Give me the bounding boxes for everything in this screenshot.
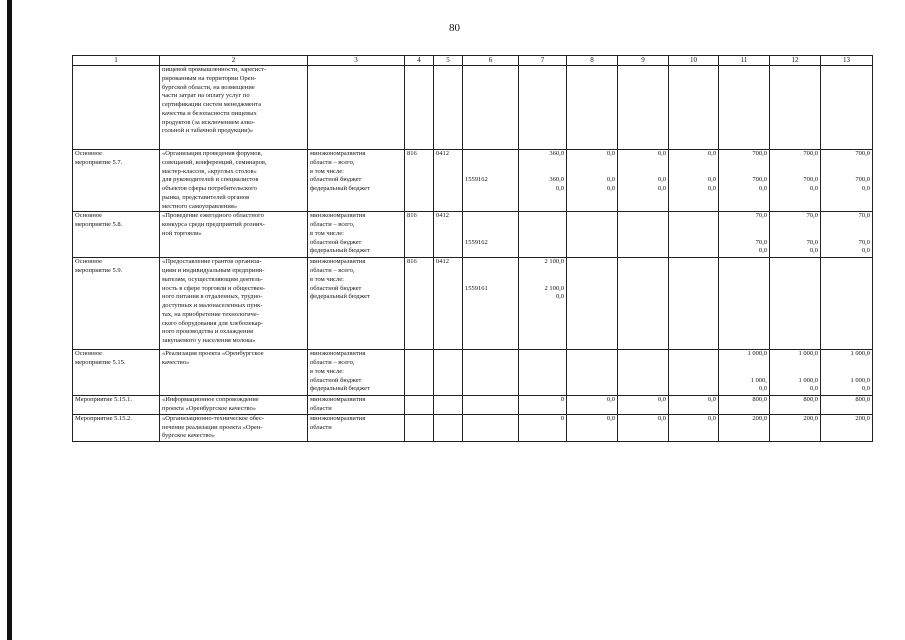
value-col10 (669, 150, 719, 212)
value-col8 (567, 414, 618, 441)
value-col9 (618, 150, 669, 212)
table-row (73, 414, 873, 441)
executor-and-budget (308, 258, 405, 350)
cell-text: 200,0 (855, 414, 870, 422)
value-col7 (519, 258, 567, 350)
cell-text: 0,0 (707, 396, 716, 404)
value-col9 (618, 258, 669, 350)
cell-text: 700,0 700,0 0,0 (855, 150, 870, 193)
value-col8 (567, 212, 618, 258)
measure-description (160, 396, 308, 415)
cell-text: минэкономразвития области – всего, в том числе: областной бюджет федеральный бюджет (310, 350, 370, 393)
executor-and-budget (308, 350, 405, 396)
measure-code (73, 66, 160, 150)
table-row (73, 396, 873, 415)
value-col7 (519, 350, 567, 396)
value-col13 (821, 212, 873, 258)
cell-text: минэкономразвития области – всего, в том числе: областной бюджет федеральный бюджет (310, 258, 370, 301)
target-article (463, 414, 519, 441)
measure-description (160, 258, 308, 350)
column-number-row (73, 56, 873, 66)
cell-text: 0,0 (707, 414, 716, 422)
cell-text: 0412 (436, 212, 449, 220)
executor-and-budget (308, 66, 405, 150)
cell-text: 1 000,0 1 000,0 0,0 (850, 350, 870, 393)
cell-text: 2 100,0 2 100,0 0,0 (544, 258, 564, 301)
cell-text: 800,0 (855, 396, 870, 404)
grbs-code (405, 350, 434, 396)
grbs-code (405, 66, 434, 150)
cell-text: «Предоставление грантов организа- циям и индивидуальным предприни- мателям, осуществляющим деятель- ность в сфере торговли и обществен- ного питания в отдаленных, трудно- доступных и малонаселенных пунк- тах, на приобретение технологиче- ского оборудования для хлебопекар- ного производства и охлаждения закупаемого у населения молока» (162, 258, 266, 345)
measure-code (73, 350, 160, 396)
value-col10 (669, 258, 719, 350)
cell-text: 1559161 (465, 284, 488, 292)
grbs-code (405, 150, 434, 212)
target-article (463, 396, 519, 415)
cell-text: 70,0 70,0 0,0 (858, 212, 870, 255)
value-col8 (567, 396, 618, 415)
measure-description (160, 66, 308, 150)
executor-and-budget (308, 396, 405, 415)
column-number: 1 (73, 56, 160, 66)
section-code (434, 350, 463, 396)
cell-text: 1559162 (465, 238, 488, 246)
column-number: 2 (160, 56, 308, 66)
value-col13 (821, 350, 873, 396)
value-col11 (719, 258, 770, 350)
value-col9 (618, 212, 669, 258)
target-article (463, 258, 519, 350)
value-col9 (618, 66, 669, 150)
cell-text: «Реализация проекта «Оренбургское качество» (162, 350, 264, 367)
column-number: 7 (519, 56, 567, 66)
cell-text: пищевой промышленности, зарегист- рированным на территории Орен- бургской области, на возмещение части затрат на оплату услуг по сертификации систем менеджмента качества и безопасности пищевых продуктов (за исключением алко- гольной и табачной продукции)» (162, 66, 267, 135)
cell-text: 0,0 (606, 414, 615, 422)
value-col13 (821, 396, 873, 415)
cell-text: минэкономразвития области – всего, в том числе: областной бюджет федеральный бюджет (310, 150, 370, 193)
value-col13 (821, 66, 873, 150)
measure-description (160, 212, 308, 258)
value-col8 (567, 150, 618, 212)
cell-text: 70,0 70,0 0,0 (755, 212, 767, 255)
section-code (434, 66, 463, 150)
measure-description (160, 350, 308, 396)
measure-code (73, 258, 160, 350)
cell-text: минэкономразвития области – всего, в том числе: областной бюджет федеральный бюджет (310, 212, 370, 255)
cell-text: минэкономразвития области (310, 414, 366, 431)
measure-description (160, 414, 308, 441)
cell-text: 200,0 (752, 414, 767, 422)
cell-text: 0,0 (657, 396, 666, 404)
value-col11 (719, 396, 770, 415)
measure-code (73, 414, 160, 441)
cell-text: 0 (560, 414, 564, 422)
page-number: 80 (449, 22, 460, 34)
value-col10 (669, 212, 719, 258)
scan-edge-bar (7, 0, 12, 640)
column-number: 8 (567, 56, 618, 66)
value-col10 (669, 66, 719, 150)
column-number: 13 (821, 56, 873, 66)
value-col12 (770, 212, 821, 258)
target-article (463, 66, 519, 150)
value-col12 (770, 66, 821, 150)
cell-text: Основное мероприятие 5.15. (75, 350, 126, 367)
column-number: 11 (719, 56, 770, 66)
grbs-code (405, 258, 434, 350)
cell-text: «Организационно-техническое обес- печение реализации проекта «Орен- бургское качество» (162, 414, 265, 440)
cell-text: 0412 (436, 150, 449, 157)
value-col12 (770, 414, 821, 441)
cell-text: 700,0 700,0 0,0 (803, 150, 818, 193)
cell-text: 700,0 700,0 0,0 (752, 150, 767, 193)
section-code (434, 258, 463, 350)
column-number: 12 (770, 56, 821, 66)
section-code (434, 150, 463, 212)
value-col11 (719, 414, 770, 441)
cell-text: 0 (560, 396, 564, 404)
cell-text: 0,0 0,0 0,0 (657, 150, 666, 193)
value-col13 (821, 150, 873, 212)
value-col7 (519, 396, 567, 415)
value-col13 (821, 414, 873, 441)
cell-text: минэкономразвития области (310, 396, 366, 413)
cell-text: 800,0 (803, 396, 818, 404)
program-table (72, 55, 873, 442)
value-col11 (719, 150, 770, 212)
target-article (463, 350, 519, 396)
cell-text: Мероприятие 5.15.1. (75, 396, 132, 404)
grbs-code (405, 414, 434, 441)
value-col10 (669, 414, 719, 441)
grbs-code (405, 212, 434, 258)
value-col7 (519, 212, 567, 258)
cell-text: 1 000,0 1 000, 0,0 (747, 350, 767, 393)
measure-code (73, 212, 160, 258)
cell-text: 200,0 (803, 414, 818, 422)
value-col10 (669, 396, 719, 415)
cell-text: 70,0 70,0 0,0 (806, 212, 818, 255)
value-col10 (669, 350, 719, 396)
table-row (73, 350, 873, 396)
cell-text: 0,0 (606, 396, 615, 404)
cell-text: 816 (407, 212, 417, 220)
table-row (73, 150, 873, 212)
table-row (73, 212, 873, 258)
cell-text: 0,0 0,0 0,0 (707, 150, 716, 193)
cell-text: 800,0 (752, 396, 767, 404)
target-article (463, 212, 519, 258)
target-article (463, 150, 519, 212)
measure-code (73, 150, 160, 212)
cell-text: Основное мероприятие 5.8. (75, 212, 123, 229)
value-col11 (719, 66, 770, 150)
executor-and-budget (308, 414, 405, 441)
cell-text: 0,0 (657, 414, 666, 422)
executor-and-budget (308, 212, 405, 258)
value-col7 (519, 150, 567, 212)
value-col13 (821, 258, 873, 350)
value-col9 (618, 396, 669, 415)
table-row (73, 66, 873, 150)
column-number: 3 (308, 56, 405, 66)
value-col8 (567, 258, 618, 350)
value-col12 (770, 150, 821, 212)
grbs-code (405, 396, 434, 415)
value-col12 (770, 350, 821, 396)
cell-text: 0412 (436, 258, 449, 266)
value-col7 (519, 414, 567, 441)
value-col8 (567, 66, 618, 150)
column-number: 4 (405, 56, 434, 66)
value-col11 (719, 350, 770, 396)
cell-text: «Организация проведения форумов, совещаний, конференций, семинаров, мастер-классов, «круглых столов» для руководителей и специалистов объектов сферы потребительского рынка, представителей органов местного самоуправления» (162, 150, 267, 210)
executor-and-budget (308, 150, 405, 212)
value-col9 (618, 414, 669, 441)
table-row (73, 258, 873, 350)
cell-text: Основное мероприятие 5.7. (75, 150, 123, 166)
measure-code (73, 396, 160, 415)
value-col9 (618, 350, 669, 396)
cell-text: Основное мероприятие 5.9. (75, 258, 123, 275)
cell-text: Мероприятие 5.15.2. (75, 414, 132, 422)
cell-text: 816 (407, 150, 417, 157)
cell-text: 816 (407, 258, 417, 266)
value-col12 (770, 396, 821, 415)
section-code (434, 212, 463, 258)
value-col8 (567, 350, 618, 396)
cell-text: 1559162 (465, 176, 488, 184)
column-number: 9 (618, 56, 669, 66)
section-code (434, 396, 463, 415)
column-number: 6 (463, 56, 519, 66)
section-code (434, 414, 463, 441)
value-col12 (770, 258, 821, 350)
column-number: 5 (434, 56, 463, 66)
measure-description (160, 150, 308, 212)
cell-text: 360,0 360,0 0,0 (549, 150, 564, 193)
value-col7 (519, 66, 567, 150)
cell-text: 0,0 0,0 0,0 (606, 150, 615, 193)
cell-text: 1 000,0 1 000,0 0,0 (798, 350, 818, 393)
column-number: 10 (669, 56, 719, 66)
cell-text: «Информационное сопровождение проекта «Оренбургское качество» (162, 396, 259, 413)
value-col11 (719, 212, 770, 258)
cell-text: «Проведение ежегодного областного конкурса среди предприятий рознич- ной торговли» (162, 212, 265, 237)
